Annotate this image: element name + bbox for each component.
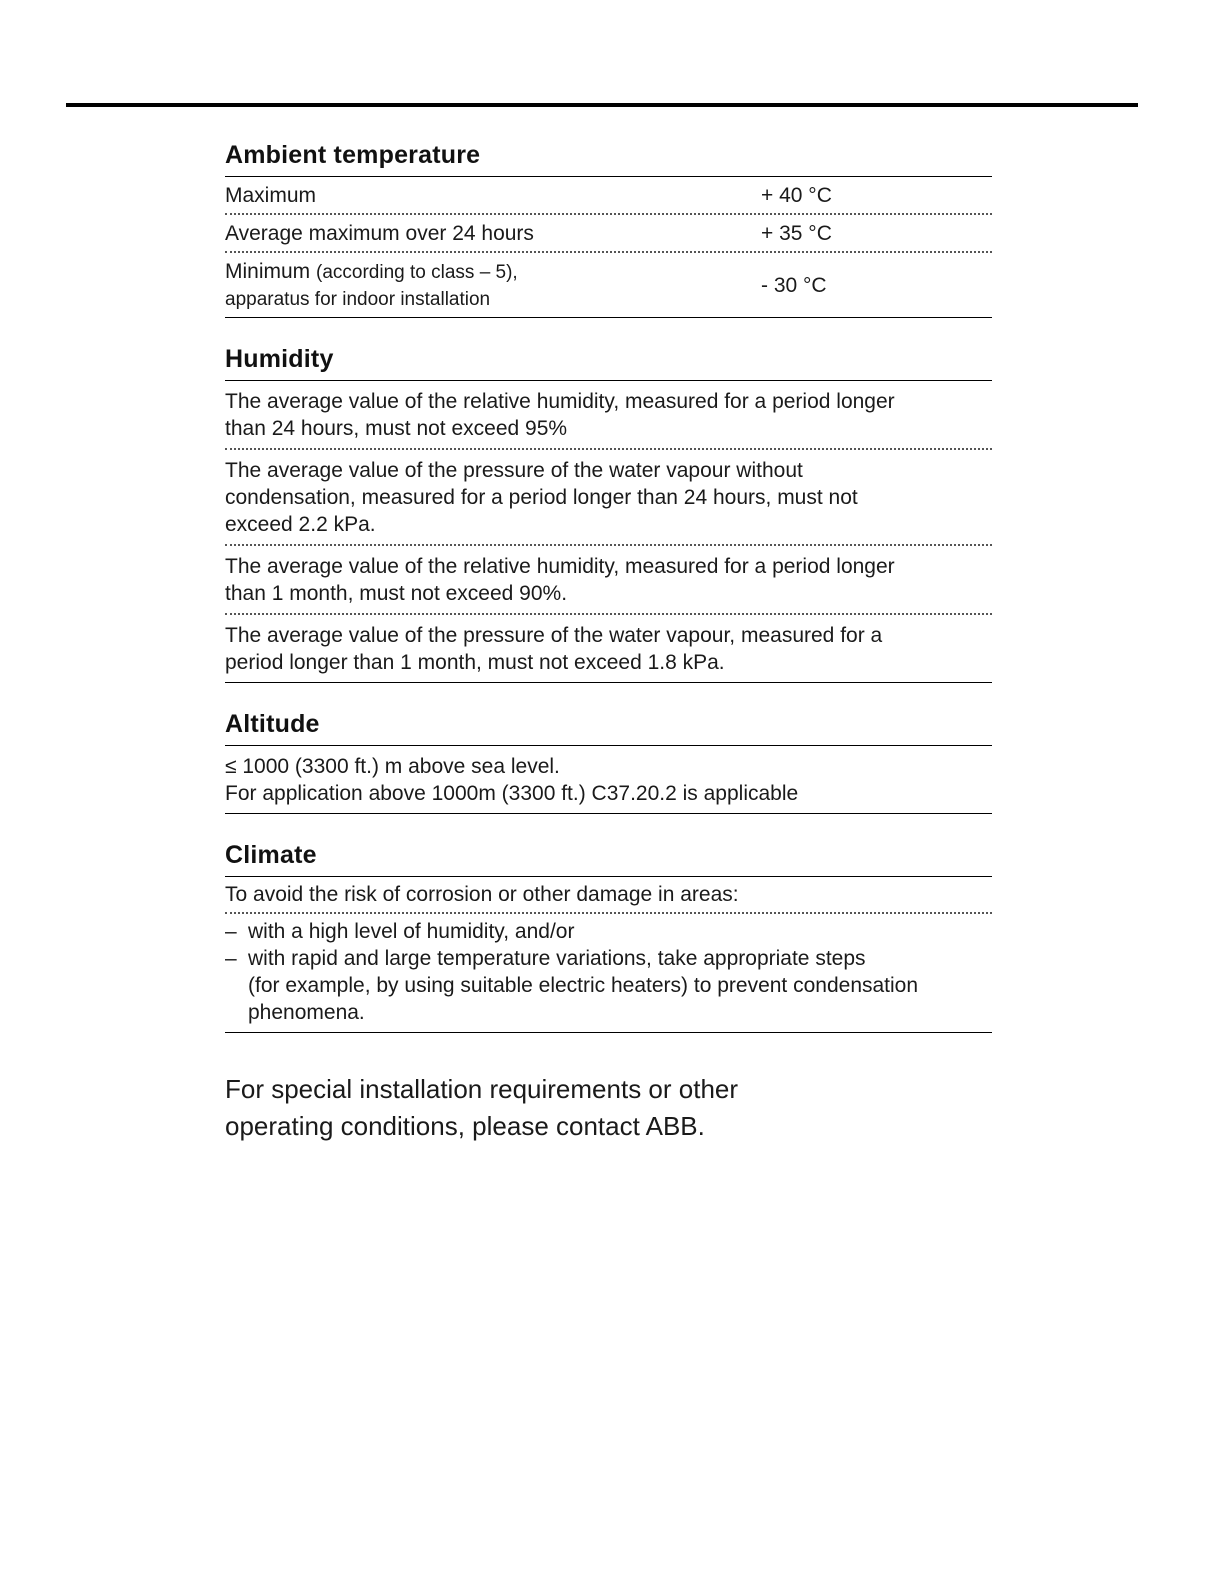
humidity-item (225, 450, 992, 546)
text-line: ≤ 1000 (3300 ft.) m above sea level. (225, 755, 560, 778)
text-line: The average value of the relative humidity, measured for a period longer (225, 390, 895, 413)
text-line: For application above 1000m (3300 ft.) C37.20.2 is applicable (225, 782, 799, 805)
row-value: + 40 °C (761, 184, 832, 207)
row-label: Average maximum over 24 hours (225, 222, 534, 245)
list-item (225, 945, 992, 1026)
row-label-main: Minimum (225, 260, 311, 283)
text-line: with a high level of humidity, and/or (248, 920, 575, 943)
climate-title: Climate (225, 838, 992, 877)
altitude-section (225, 707, 992, 814)
altitude-title: Altitude (225, 707, 992, 746)
text-line: exceed 2.2 kPa. (225, 513, 376, 536)
text-line: For special installation requirements or other (225, 1074, 739, 1104)
humidity-item (225, 381, 992, 450)
text-line: than 24 hours, must not exceed 95% (225, 417, 568, 440)
contact-note (225, 1071, 992, 1145)
text-line: The average value of the pressure of the water vapour without (225, 459, 803, 482)
row-value: - 30 °C (761, 274, 827, 297)
humidity-item (225, 615, 992, 683)
row-label: Maximum (225, 184, 317, 207)
row-value: + 35 °C (761, 222, 832, 245)
ambient-temperature-section (225, 138, 992, 318)
text-line: The average value of the pressure of the water vapour, measured for a (225, 624, 883, 647)
top-rule (66, 103, 1138, 107)
ambient-temperature-title: Ambient temperature (225, 138, 992, 177)
humidity-item (225, 546, 992, 615)
row-label (225, 258, 761, 313)
table-row (225, 253, 992, 318)
text-line: condensation, measured for a period longer than 24 hours, must not (225, 486, 858, 509)
list-item (225, 918, 992, 945)
text-line: The average value of the relative humidity, measured for a period longer (225, 555, 895, 578)
humidity-title: Humidity (225, 342, 992, 381)
row-label-line2: apparatus for indoor installation (225, 289, 491, 310)
climate-section (225, 838, 992, 1033)
climate-bullets (225, 914, 992, 1033)
bullet-dash: – (225, 920, 237, 943)
row-label-note: (according to class – 5), (316, 262, 518, 283)
text-line: than 1 month, must not exceed 90%. (225, 582, 568, 605)
spec-content (225, 138, 992, 1145)
table-row (225, 177, 992, 215)
text-line: with rapid and large temperature variations, take appropriate steps (248, 947, 866, 970)
text-line: operating conditions, please contact ABB. (225, 1111, 705, 1141)
text-line: (for example, by using suitable electric heaters) to prevent condensation (248, 974, 919, 997)
text-line: phenomena. (248, 1001, 365, 1024)
humidity-section (225, 342, 992, 683)
bullet-dash: – (225, 947, 237, 970)
table-row (225, 215, 992, 253)
altitude-text (225, 746, 992, 814)
text-line: period longer than 1 month, must not exceed 1.8 kPa. (225, 651, 725, 674)
climate-intro: To avoid the risk of corrosion or other damage in areas: (225, 877, 992, 914)
